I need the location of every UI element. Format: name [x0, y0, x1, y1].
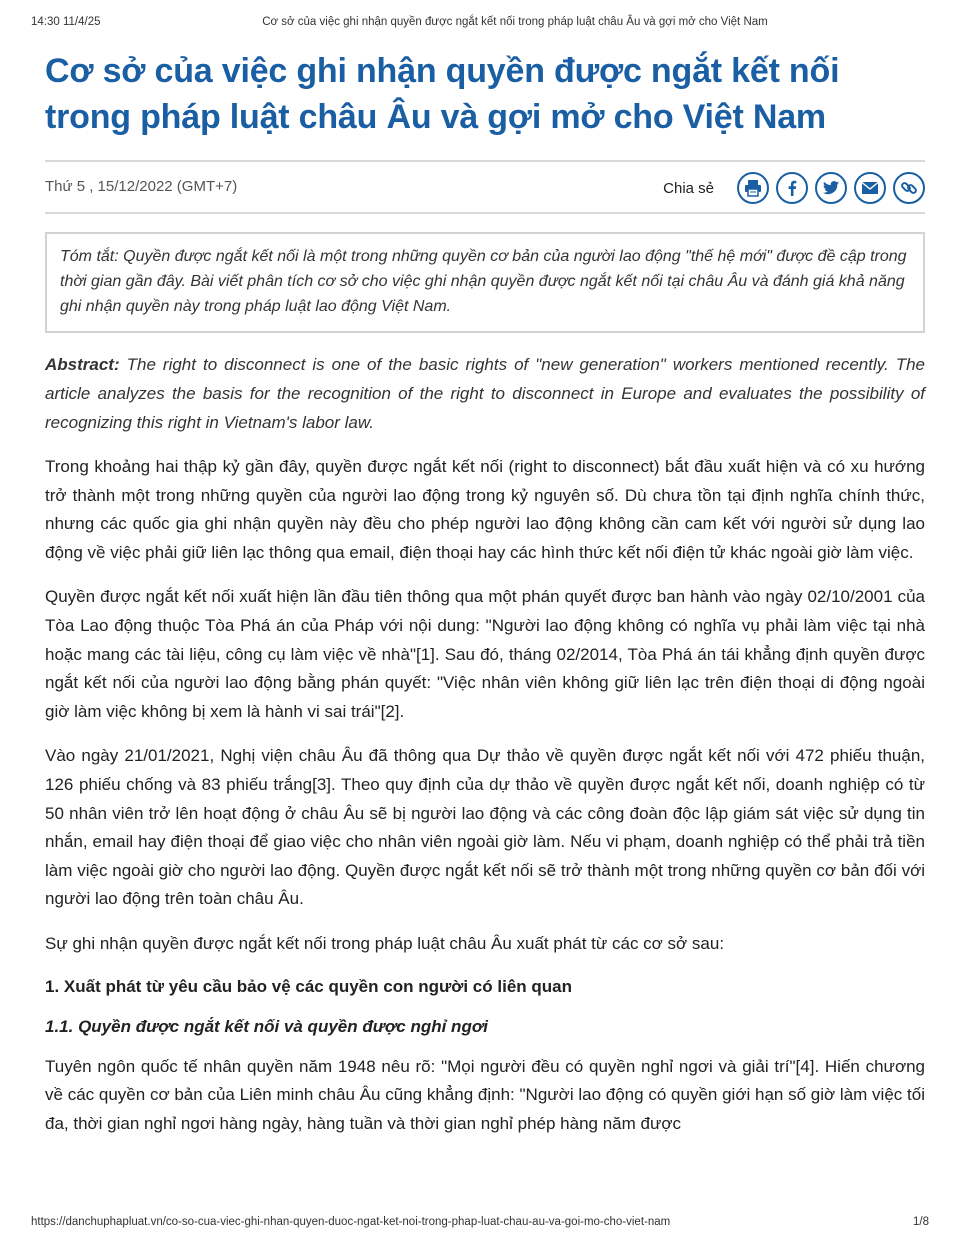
- twitter-share-button[interactable]: [815, 172, 847, 204]
- page-title: Cơ sở của việc ghi nhận quyền được ngắt kết nối trong pháp luật châu Âu và gợi mở cho Việt Nam: [45, 52, 840, 136]
- share-label: Chia sẻ: [663, 179, 714, 197]
- body-paragraph: Quyền được ngắt kết nối xuất hiện lần đầu tiên thông qua một phán quyết được ban hành vào ngày 02/10/2001 của Tòa Lao động thuộc Tòa Phá án của Pháp với nội dung: "Người lao động không có nghĩa vụ phải làm việc tại nhà hoặc mang các tài liệu, công cụ làm việc về nhà"[1]. Sau đó, tháng 02/2014, Tòa Phá án tái khẳng định quyền được ngắt kết nối của người lao động bằng phán quyết: "Việc nhân viên không giữ liên lạc trên điện thoại di động ngoài giờ làm việc không bị xem là hành vi sai trái"[2].: [45, 587, 925, 721]
- article: [45, 48, 925, 1138]
- print-header: [31, 16, 939, 30]
- section-heading: 1. Xuất phát từ yêu cầu bảo vệ các quyền con người có liên quan: [45, 976, 572, 996]
- twitter-icon: [821, 178, 841, 198]
- article-meta-bar: [45, 160, 925, 214]
- body-paragraph: Vào ngày 21/01/2021, Nghị viện châu Âu đã thông qua Dự thảo về quyền được ngắt kết nối với 472 phiếu thuận, 126 phiếu chống và 83 phiếu trắng[3]. Theo quy định của dự thảo về quyền được ngắt kết nối, doanh nghiệp có từ 50 nhân viên trở lên hoạt động ở châu Âu sẽ bị người lao động và các công đoàn độc lập giám sát việc sử dụng tin nhắn, email hay điện thoại để giao việc cho nhân viên ngoài giờ làm. Nếu vi phạm, doanh nghiệp có thể phải trả tiền làm việc ngoài giờ cho người lao động. Quyền được ngắt kết nối sẽ trở thành một trong những quyền cơ bản đối với người lao động trên toàn châu Âu.: [45, 746, 925, 909]
- print-datetime: 14:30 11/4/25: [31, 16, 101, 28]
- print-url: https://danchuphapluat.vn/co-so-cua-viec-ghi-nhan-quyen-duoc-ngat-ket-noi-trong-phap-luat-chau-au-va-goi-mo-cho-viet-nam: [31, 1216, 671, 1228]
- facebook-share-button[interactable]: [776, 172, 808, 204]
- copy-link-button[interactable]: [893, 172, 925, 204]
- body-paragraph: Sự ghi nhận quyền được ngắt kết nối trong pháp luật châu Âu xuất phát từ các cơ sở sau:: [45, 933, 725, 953]
- email-share-button[interactable]: [854, 172, 886, 204]
- abstract-text: The right to disconnect is one of the basic rights of "new generation" workers mentioned recently. The article analyzes the basis for the recognition of the right to disconnect in Europe and evaluates the possibility of recognizing this right in Vietnam's labor law.: [45, 355, 925, 432]
- publish-date: Thứ 5 , 15/12/2022 (GMT+7): [45, 178, 238, 195]
- body-paragraph: Tuyên ngôn quốc tế nhân quyền năm 1948 nêu rõ: "Mọi người đều có quyền nghỉ ngơi và giải trí"[4]. Hiến chương về các quyền cơ bản của Liên minh châu Âu cũng khẳng định: "Người lao động có quyền giới hạn số giờ làm việc tối đa, thời gian nghỉ ngơi hàng ngày, hàng tuần và thời gian nghỉ phép hàng năm được: [45, 1056, 925, 1133]
- abstract-label: Abstract:: [45, 355, 120, 374]
- subsection-heading: 1.1. Quyền được ngắt kết nối và quyền được nghỉ ngơi: [45, 1016, 488, 1036]
- abstract: [45, 350, 925, 437]
- print-doc-title: Cơ sở của việc ghi nhận quyền được ngắt kết nối trong pháp luật châu Âu và gợi mở cho Việt Nam: [262, 16, 768, 28]
- print-footer: [31, 1216, 939, 1230]
- print-icon: [743, 178, 763, 198]
- share-bar: [663, 168, 925, 208]
- summary-box: Tóm tắt: Quyền được ngắt kết nối là một trong những quyền cơ bản của người lao động "thế hệ mới" được đề cập trong thời gian gần đây. Bài viết phân tích cơ sở cho việc ghi nhận quyền được ngắt kết nối tại châu Âu và đánh giá khả năng ghi nhận quyền này trong pháp luật lao động Việt Nam.: [45, 232, 925, 333]
- email-icon: [860, 178, 880, 198]
- body-paragraph: Trong khoảng hai thập kỷ gần đây, quyền được ngắt kết nối (right to disconnect) bắt đầu xuất hiện và có xu hướng trở thành một trong những quyền của người lao động trong kỷ nguyên số. Dù chưa tồn tại định nghĩa chính thức, nhưng các quốc gia ghi nhận quyền này đều cho phép người lao động không cần cam kết với người sử dụng lao động về việc phải giữ liên lạc thông qua email, điện thoại hay các hình thức kết nối điện tử khác ngoài giờ làm việc.: [45, 457, 925, 562]
- print-button[interactable]: [737, 172, 769, 204]
- facebook-icon: [782, 178, 802, 198]
- page-number: 1/8: [913, 1216, 929, 1228]
- link-icon: [899, 178, 919, 198]
